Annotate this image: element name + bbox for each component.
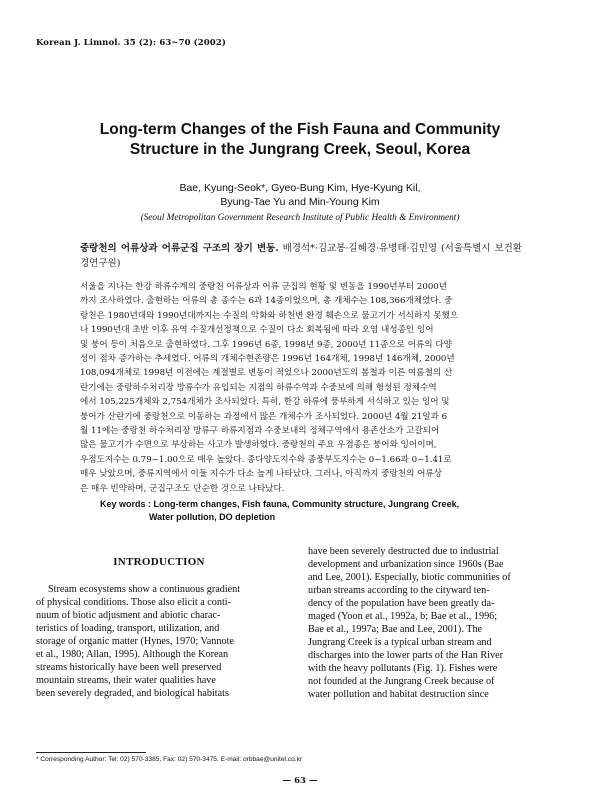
abstract-line: 은 매우 빈약하며, 군집구조도 단순한 것으로 나타났다. [80, 483, 285, 494]
abstract-line: 랑천은 1980년대와 1990년대까지는 수질의 악화와 하천변 환경 훼손으로 물고기가 서식하지 못했으 [80, 310, 459, 321]
title-line-2: Structure in the Jungrang Creek, Seoul, Korea [129, 141, 471, 158]
abstract-line: 란기에는 중랑하수처리장 방류수가 유입되는 지점의 하류수역과 수중보에 의해 형성된 정체수역 [80, 382, 437, 393]
abstract-line: 성이 점차 증가하는 추세였다. 어류의 개체수현존량은 1996년 164개체, 1998년 146개체, 2000년 [80, 354, 455, 365]
abstract-line: 많은 물고기가 수면으로 부상하는 사고가 발생하였다. 중랑천의 주요 우점종은 붕어와 잉어이며, [80, 440, 437, 451]
abstract-line: 서울을 지나는 한강 하류수계의 중랑천 어류상과 어류 군집의 현황 및 변동을 1990년부터 2000년 [80, 282, 448, 292]
text-line: water pollution and habitat destruction since [308, 689, 489, 700]
text-line: of physical conditions. Those also elicit a conti- [36, 597, 232, 608]
korean-heading [80, 241, 522, 271]
keywords-label: Key words : [100, 499, 152, 509]
text-line: Jungrang Creek is a typical urban stream and [308, 637, 492, 648]
text-line: dency of the population have been greatly da- [308, 598, 495, 609]
text-line: have been severely destructed due to industrial [308, 546, 499, 557]
keywords-line-1: Long-term changes, Fish fauna, Community structure, Jungrang Creek, [153, 499, 460, 509]
paper-title [0, 120, 600, 160]
abstract-line: 붕어가 산란기에 중랑천으로 이동하는 과정에서 많은 개체수가 조사되었다. 2000년 4월 21일과 6 [80, 411, 448, 422]
keywords-line-2: Water pollution, DO depletion [149, 512, 276, 522]
abstract-line: 까지 조사하였다. 출현하는 어류의 총 종수는 6과 14종이었으며, 총 개체수는 108,366개체였다. 중 [80, 296, 453, 307]
keywords [100, 498, 540, 524]
text-line: with the heavy pollutants (Fig. 1). Fishes were [308, 663, 498, 674]
abstract-line: 108,094개체로 1998년 이전에는 계절별로 변동이 적었으나 2000년도의 봄철과 이른 여름철의 산 [80, 368, 453, 379]
text-line: Stream ecosystems show a continuous gradient [48, 584, 241, 595]
footnote-divider [36, 752, 146, 753]
text-line: Bae et al., 1997a; Bae and Lee, 2001). The [308, 624, 483, 635]
text-line: development and urbanization since 1960s (Bae [308, 559, 504, 570]
text-line: not founded at the Jungrang Creek because of [308, 676, 495, 687]
right-column-text [308, 545, 564, 701]
text-line: nuum of biotic adjusment and abiotic charac- [36, 610, 221, 621]
page-number: — 63 — [282, 776, 318, 786]
authors [0, 181, 600, 209]
text-line: streams historically have been well preserved [36, 662, 222, 673]
text-line: and Lee, 2001). Especially, biotic communities of [308, 572, 511, 583]
authors-line-1: Bae, Kyung-Seok*, Gyeo-Bung Kim, Hye-Kyung Kil, [179, 182, 421, 194]
text-line: maged (Yoon et al., 1992a, b; Bae et al., 1996; [308, 611, 498, 622]
text-line: been severely degraded, and biological habitats [36, 688, 229, 699]
abstract-line: 에서 105,225개체와 2,754개체가 조사되었다. 특히, 한강 하류에 풍부하게 서식하고 있는 잉어 및 [80, 397, 450, 408]
journal-reference: Korean J. Limnol. 35 (2): 63~70 (2002) [36, 38, 226, 48]
text-line: discharges into the lower parts of the Han River [308, 650, 504, 661]
affiliation: (Seoul Metropolitan Government Research Institute of Public Health & Environment) [140, 213, 460, 223]
authors-line-2: Byung-Tae Yu and Min-Young Kim [220, 196, 380, 208]
text-line: et al., 1980; Allan, 1995). Although the Korean [36, 649, 229, 660]
abstract-line: 및 붕어 등이 처음으로 출현하였다. 그후 1996년 6종, 1998년 9종, 2000년 11종으로 어류의 다양 [80, 339, 452, 350]
text-line: storage of organic matter (Hynes, 1970; Vannote [36, 636, 234, 647]
corresponding-author-footnote: * Corresponding Author: Tel: 02) 570-3385, Fax: 02) 570-3475, E-mail: orbbae@unitel.co.kr [36, 756, 303, 763]
abstract-line: 우점도지수는 0.79~1.00으로 매우 높았다. 종다양도지수와 종풍부도지수는 0~1.66과 0~1.41로 [80, 454, 452, 465]
korean-title: 중랑천의 어류상과 어류군집 구조의 장기 변동. [80, 243, 279, 254]
abstract-line: 나 1990년대 초반 이후 유역 수질개선정책으로 수질이 다소 회복됨에 따라 오염 내성종인 잉어 [80, 325, 434, 336]
korean-abstract [80, 280, 522, 496]
section-heading-introduction: INTRODUCTION [113, 556, 205, 568]
title-line-1: Long-term Changes of the Fish Fauna and Community [99, 121, 501, 138]
abstract-line: 월 11에는 중랑천 하수처리장 방류구 하류지점과 수중보내의 정체구역에서 용존산소가 고갈되어 [80, 426, 440, 437]
text-line: mountain streams, their water qualities have [36, 675, 216, 686]
abstract-line: 매우 낮았으며, 중류지역에서 이들 지수가 다소 높게 나타났다. 그러나, 아직까지 중랑천의 어류상 [80, 469, 443, 480]
text-line: teristics of loading, transport, utilization, and [36, 623, 220, 634]
korean-authors: 배경석*·김교봉·길혜경·유병태·김민영 (서울특별시 보건환경연구원) [80, 243, 522, 269]
left-column-text [36, 583, 282, 700]
text-line: urban streams according to the cityward ten- [308, 585, 490, 596]
